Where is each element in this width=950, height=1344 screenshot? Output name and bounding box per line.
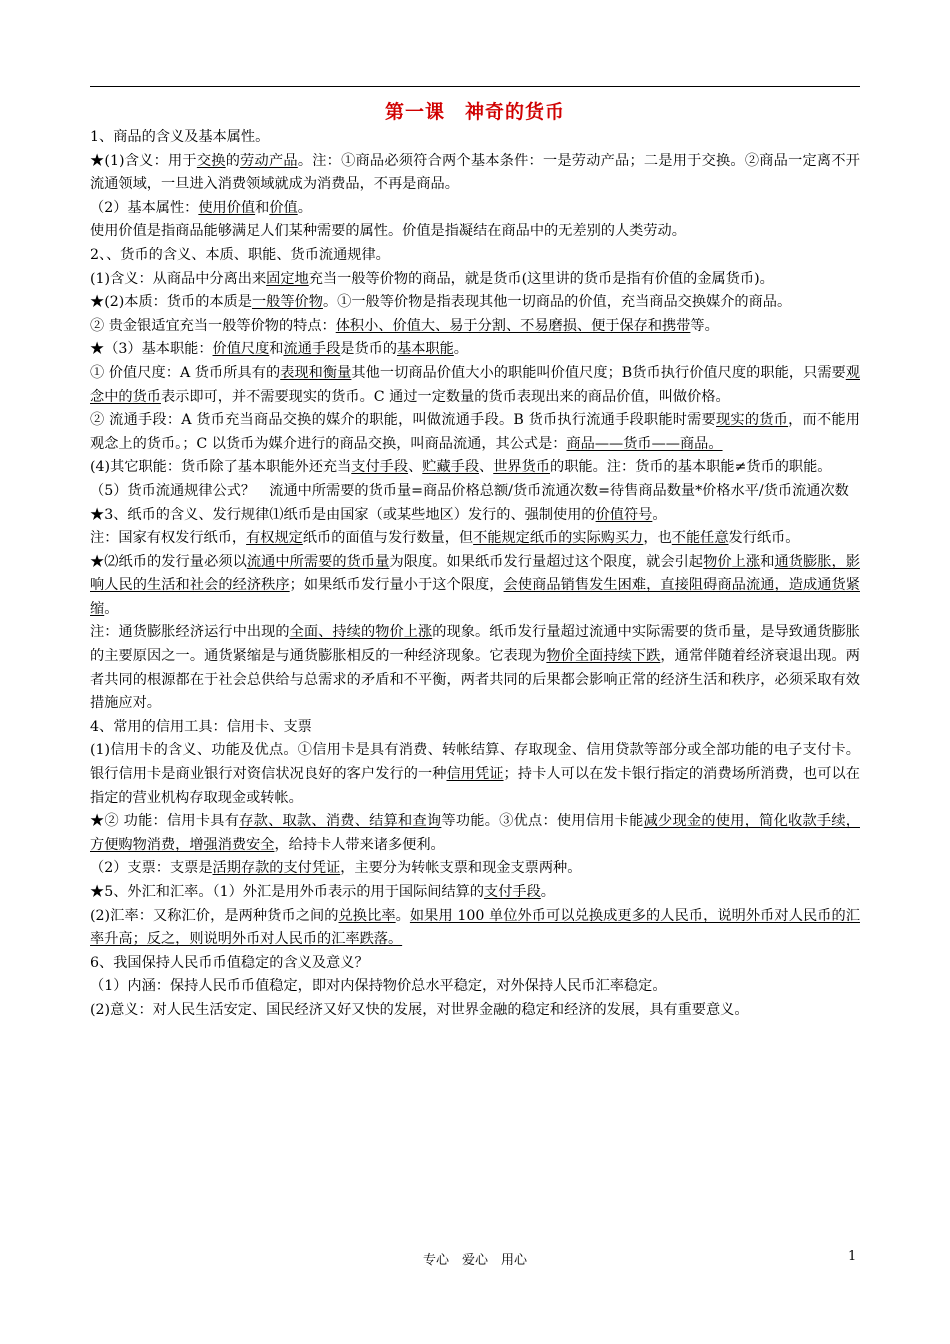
text-run: 的 [225,152,241,169]
text-run: ；如果纸币发行量小于这个限度， [289,577,504,594]
paragraph [90,905,860,952]
underlined-text: 不能任意 [671,530,729,547]
footer-motto: 专心 爱心 用心 [422,1253,527,1268]
text-run: 2、、货币的含义、本质、职能、货币流通规律。 [90,246,390,263]
underlined-text: 价值 [269,199,298,216]
underlined-text: 不能规定纸币的实际购买力 [473,530,644,547]
paragraph [90,220,860,244]
underlined-text: 贮藏手段 [422,459,480,476]
text-run: 使用价值是指商品能够满足人们某种需要的属性。价值是指凝结在商品中的无差别的人类劳动。 [90,223,686,240]
text-run: 表示即可，并不需要现实的货币。C 通过一定数量的货币表现出来的商品价值，叫做价格。 [160,388,730,405]
header-rule [90,86,860,87]
text-run: ★⑵纸币的发行量必须以 [90,553,247,570]
text-run: 。 [104,600,119,617]
text-run: (2)意义：对人民生活安定、国民经济又好又快的发展，对世界金融的稳定和经济的发展，具有重要意义。 [90,1001,749,1018]
text-run: 纸币的面值与发行数量，但 [302,530,474,547]
text-run: 。 [540,884,555,900]
text-run: ，也 [643,530,672,547]
underlined-text: 物价上涨 [703,553,761,570]
text-run: 6、我国保持人民币币值稳定的含义及意义？ [90,954,369,971]
underlined-text: 商品——货币——商品。 [566,435,723,452]
paragraph [90,881,860,905]
underlined-text: 通货膨胀，影响人民的生活和社会的经济秩序 [90,553,860,594]
text-run: 。 [395,907,410,924]
text-run: ，主要分为转帐支票和现金支票两种。 [340,860,582,877]
underlined-text: 观念中的货币 [90,364,860,405]
text-run: 。 [453,341,468,358]
underlined-text: 活期存款的支付凭证 [212,860,341,877]
underlined-text: 信用凭证 [446,766,504,783]
paragraph [90,315,860,339]
paragraph [90,504,860,528]
underlined-text: 基本职能 [397,341,454,358]
underlined-text: 流通中所需要的货币量 [246,553,390,570]
underlined-text: 一般等价物 [251,294,323,311]
underlined-text: 表现和衡量 [280,364,352,381]
text-run: ，通常伴随着经济衰退出现。两者共同的根源都在于社会总供给与总需求的矛盾和不平衡，两者共同的后果都会影响正常的经济生活和秩序，必须采取有效措施应对。 [90,648,860,712]
underlined-text: 支付手段 [484,884,541,900]
paragraph [90,126,860,150]
paragraph [90,739,860,810]
text-run: （2）基本属性： [90,199,199,216]
text-run: ，而不能用观念上的货币。；C 以货币为媒介进行的商品交换，叫商品流通，其公式是： [90,412,860,452]
document-body [90,126,860,1023]
text-run: ② 流通手段：A 货币充当商品交换的媒介的职能，叫做流通手段。B 货币执行流通手段职能时需要 [90,412,717,429]
text-run: 的职能。注：货币的基本职能≠货币的职能。 [550,459,832,476]
underlined-text: 世界货币 [493,459,550,476]
underlined-text: 固定地 [266,270,309,287]
text-run: ，给持卡人带来诸多便利。 [274,836,445,853]
paragraph [90,480,860,504]
text-run: (1)信用卡的含义、功能及优点。①信用卡是具有消费、转帐结算、存取现金、信用贷款等部分或全部功能的电子支付卡。银行信用卡是商业银行对资信状况良好的客户发行的一种 [90,742,860,783]
text-run: 。①一般等价物是指表现其他一切商品的价值，充当商品交换媒介的商品。 [322,294,792,311]
text-run: 。 [652,506,667,523]
text-run: ★（3）基本职能： [90,341,213,358]
text-run: 1、商品的含义及基本属性。 [90,129,270,145]
text-run: 充当一般等价物的商品，就是货币(这里讲的货币是指有价值的金属货币)。 [308,270,774,287]
text-run: 其他一切商品价值大小的职能叫价值尺度；B货币执行价值尺度的职能，只需要 [351,364,846,381]
paragraph [90,338,860,362]
text-run: 和 [760,553,775,570]
underlined-text: 存款、取款、消费、结算和查询 [239,813,442,830]
text-run: (4)其它职能：货币除了基本职能外还充当 [90,459,352,476]
text-run: 和 [269,341,284,358]
paragraph [90,999,860,1023]
text-run: 4、常用的信用工具：信用卡、支票 [90,718,312,735]
text-run: ★(2)本质：货币的本质是 [90,294,252,311]
paragraph [90,621,860,715]
text-run: 是货币的 [340,341,398,358]
text-run: ★② 功能：信用卡具有 [90,813,240,830]
underlined-text: 劳动产品 [240,152,298,169]
paragraph [90,456,860,480]
text-run: ；持卡人可以在发卡银行指定的消费场所消费，也可以在指定的营业机构存取现金或转帐。 [90,766,860,806]
paragraph [90,244,860,268]
paragraph [90,975,860,999]
text-run: 。 [297,199,312,216]
paragraph [90,291,860,315]
underlined-text: 兑换比率 [338,907,396,924]
paragraph [90,810,860,857]
text-run: 为限度。如果纸币发行量超过这个限度，就会引起 [389,553,704,570]
underlined-text: 体积小、价值大、易于分割、不易磨损、便于保存和携带 [335,317,691,334]
text-run: 等功能。③优点：使用信用卡能 [441,813,644,830]
underlined-text: 使用价值 [198,199,256,216]
page-number: 1 [848,1249,857,1264]
text-run: （5）货币流通规律公式？ 流通中所需要的货币量=商品价格总额/货币流通次数=待售商品数量*价格水平/货币流通次数 [90,482,849,499]
underlined-text: 流通手段 [283,341,341,358]
text-run: 的现象。纸币发行量超过流通中实际需要的货币量，是导致通货膨胀的主要原因之一。通货紧缩是与通货膨胀相反的一种经济现象。它表现为 [90,624,860,665]
text-run: 、 [408,459,423,476]
text-run: 发行纸币。 [728,530,800,547]
text-run: （1）内涵：保持人民币币值稳定，即对内保持物价总水平稳定，对外保持人民币汇率稳定。 [90,978,667,995]
text-run: （2）支票：支票是 [90,860,213,877]
paragraph [90,362,860,409]
text-run: 和 [255,199,270,216]
text-run: 等。 [690,317,719,334]
text-run: ① 价值尺度：A 货币所具有的 [90,364,281,381]
text-run: 注：国家有权发行纸币， [90,530,247,547]
paragraph [90,150,860,197]
underlined-text: 现实的货币 [716,412,789,429]
paragraph [90,527,860,551]
paragraph [90,857,860,881]
underlined-text: 会使商品销售发生困难，直接阻碍商品流通，造成通货紧缩 [90,577,860,617]
text-run: ② 贵金银适宜充当一般等价物的特点： [90,317,336,334]
paragraph [90,952,860,976]
underlined-text: 价值符号 [595,506,653,523]
paragraph [90,268,860,292]
paragraph [90,409,860,456]
underlined-text: 支付手段 [351,459,409,476]
text-run: 。注：①商品必须符合两个基本条件：一是劳动产品；二是用于交换。②商品一定离不开流通领域，一旦进入消费领域就成为消费品，不再是商品。 [90,152,860,193]
text-run: 、 [479,459,494,476]
underlined-text: 减少现金的使用，简化收款手续，方便购物消费，增强消费安全 [90,813,860,853]
underlined-text: 交换 [196,152,226,169]
text-run: (2)汇率：又称汇价，是两种货币之间的 [90,907,339,924]
text-run: ★3、纸币的含义、发行规律⑴纸币是由国家（或某些地区）发行的、强制使用的 [90,506,596,523]
underlined-text: 有权规定 [246,530,303,547]
text-run: 注：通货膨胀经济运行中出现的 [90,624,290,641]
underlined-text: 如果用 100 单位外币可以兑换成更多的人民币，说明外币对人民币的汇率升高；反之，则说明外币对人民币的汇率跌落。 [90,907,860,948]
paragraph [90,716,860,740]
text-run: ★5、外汇和汇率。（1）外汇是用外币表示的用于国际间结算的 [90,884,485,900]
underlined-text: 价值尺度 [212,341,270,358]
underlined-text: 物价全面持续下跌 [546,648,661,665]
page-title: 第一课 神奇的货币 [384,101,565,123]
text-run: (1)含义：从商品中分离出来 [90,270,267,287]
text-run: ★(1)含义：用于 [90,152,197,169]
paragraph [90,551,860,622]
underlined-text: 全面、持续的物价上涨 [289,624,433,641]
paragraph [90,197,860,221]
